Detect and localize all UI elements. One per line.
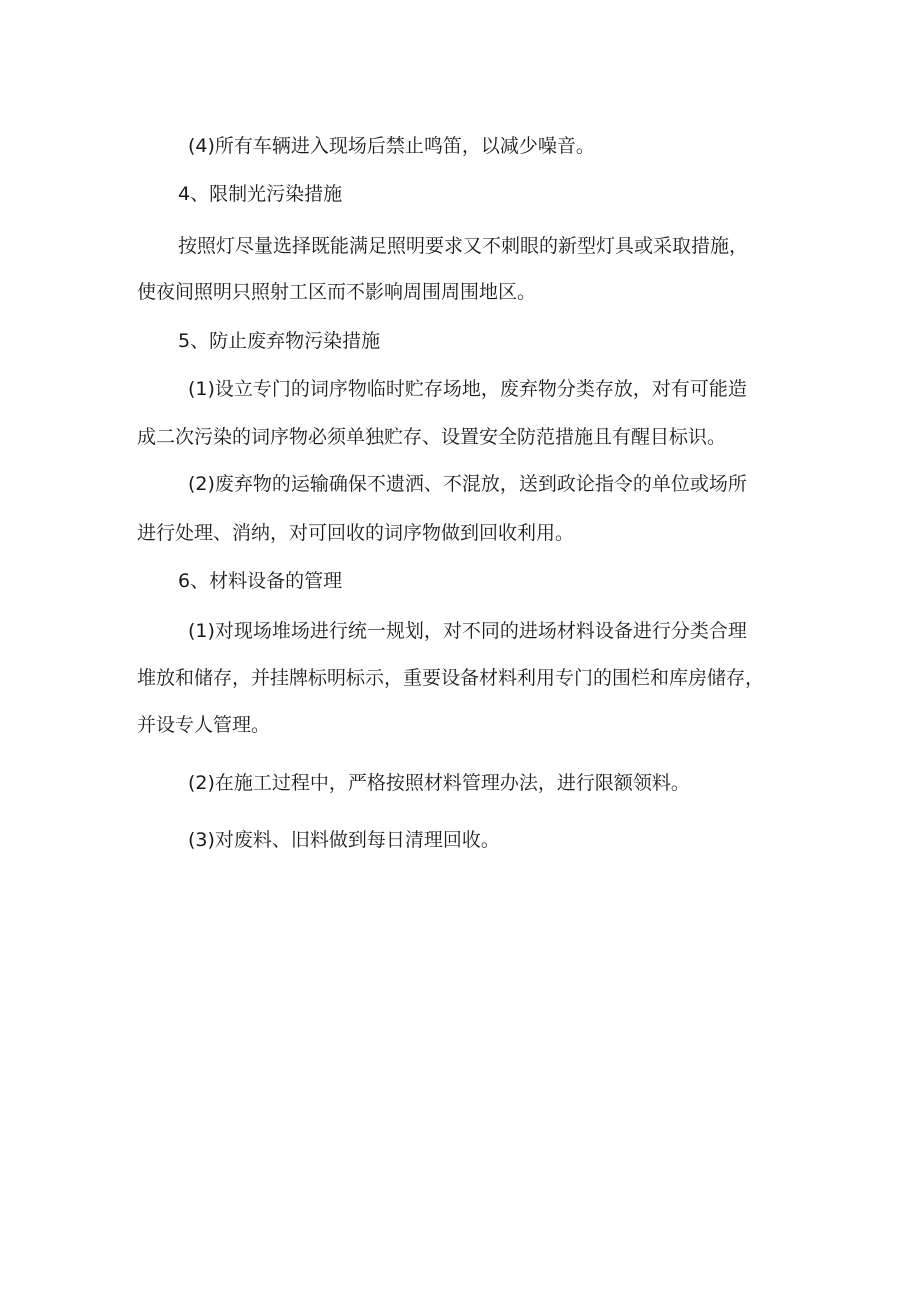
- paragraph-storage-yard-line-2: 堆放和储存，并挂牌标明标示，重要设备材料利用专门的围栏和库房储存，: [137, 667, 765, 689]
- paragraph-lighting-line-1: 按照灯尽量选择既能满足照明要求又不刺眼的新型灯具或采取措施，: [178, 235, 749, 257]
- paragraph-daily-recycling: (3)对废料、旧料做到每日清理回收。: [188, 829, 500, 851]
- paragraph-vehicle-horn: (4)所有车辆进入现场后禁止鸣笛，以减少噪音。: [188, 135, 595, 157]
- heading-material-management: 6、材料设备的管理: [178, 570, 343, 592]
- heading-light-pollution: 4、限制光污染措施: [178, 183, 343, 205]
- paragraph-waste-storage-line-1: (1)设立专门的词序物临时贮存场地，废弃物分类存放，对有可能造: [188, 378, 747, 400]
- paragraph-waste-transport-line-2: 进行处理、消纳，对可回收的词序物做到回收利用。: [137, 522, 575, 544]
- heading-waste-pollution: 5、防止废弃物污染措施: [178, 330, 381, 352]
- paragraph-waste-storage-line-2: 成二次污染的词序物必须单独贮存、设置安全防范措施且有醒目标识。: [137, 426, 727, 448]
- paragraph-lighting-line-2: 使夜间照明只照射工区而不影响周围周围地区。: [137, 281, 537, 303]
- paragraph-quota-materials: (2)在施工过程中，严格按照材料管理办法，进行限额领料。: [188, 772, 690, 794]
- paragraph-waste-transport-line-1: (2)废弃物的运输确保不遗洒、不混放，送到政论指令的单位或场所: [188, 473, 747, 495]
- paragraph-storage-yard-line-3: 并设专人管理。: [137, 714, 271, 736]
- paragraph-storage-yard-line-1: (1)对现场堆场进行统一规划，对不同的进场材料设备进行分类合理: [188, 620, 747, 642]
